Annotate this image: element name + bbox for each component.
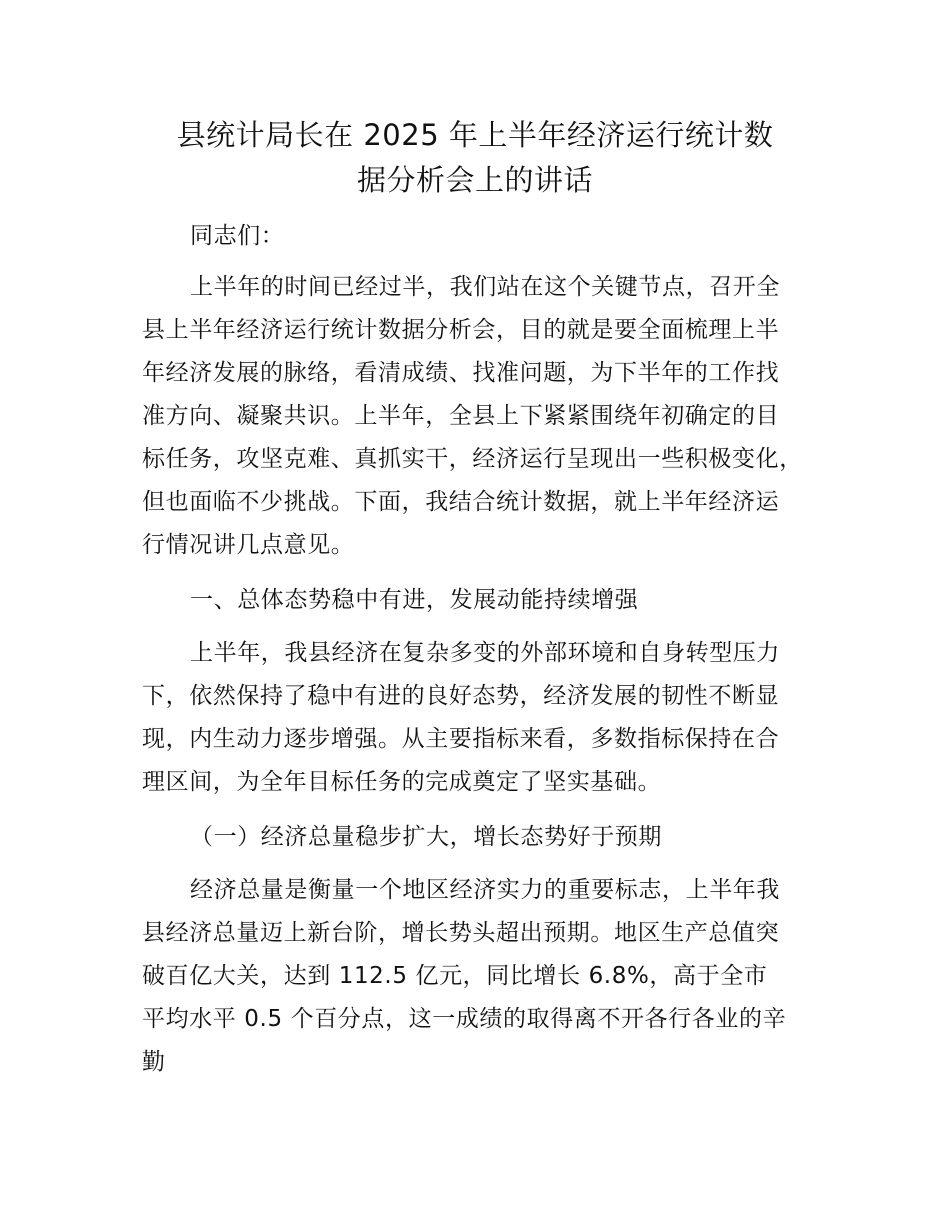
subsection-1-line-4: 平均水平 0.5 个百分点，这一成绩的取得离不开各行各业的辛 bbox=[142, 1006, 787, 1032]
intro-line-6: 但也面临不少挑战。下面，我结合统计数据，就上半年经济运 bbox=[142, 489, 780, 515]
section-1-line-2: 下，依然保持了稳中有进的良好态势，经济发展的韧性不断显 bbox=[142, 683, 780, 709]
subsection-1-line-1: 经济总量是衡量一个地区经济实力的重要标志，上半年我 bbox=[190, 877, 780, 903]
section-1-line-3: 现，内生动力逐步增强。从主要指标来看，多数指标保持在合 bbox=[142, 726, 780, 752]
section-1-line-4: 理区间，为全年目标任务的完成奠定了坚实基础。 bbox=[142, 769, 662, 795]
greeting: 同志们： bbox=[190, 223, 285, 249]
subsection-1-line-3: 破百亿大关，达到 112.5 亿元，同比增长 6.8%，高于全市 bbox=[142, 963, 768, 989]
subsection-1-line-2: 县经济总量迈上新台阶，增长势头超出预期。地区生产总值突 bbox=[142, 920, 780, 946]
section-1-heading: 一、总体态势稳中有进，发展动能持续增强 bbox=[190, 587, 639, 613]
intro-line-1: 上半年的时间已经过半，我们站在这个关键节点，召开全 bbox=[190, 274, 780, 300]
intro-line-5: 标任务，攻坚克难、真抓实干，经济运行呈现出一些积极变化， bbox=[142, 446, 803, 472]
subsection-1-line-5: 勤 bbox=[142, 1049, 166, 1075]
document-title-line-1: 县统计局长在 2025 年上半年经济运行统计数 bbox=[176, 118, 774, 152]
section-1-line-1: 上半年，我县经济在复杂多变的外部环境和自身转型压力 bbox=[190, 640, 780, 666]
intro-line-4: 准方向、凝聚共识。上半年，全县上下紧紧围绕年初确定的目 bbox=[142, 403, 780, 429]
intro-line-2: 县上半年经济运行统计数据分析会，目的就是要全面梳理上半 bbox=[142, 317, 780, 343]
document-title-line-2: 据分析会上的讲话 bbox=[356, 163, 593, 197]
intro-line-7: 行情况讲几点意见。 bbox=[142, 532, 355, 558]
intro-line-3: 年经济发展的脉络，看清成绩、找准问题，为下半年的工作找 bbox=[142, 360, 780, 386]
subsection-1-heading: （一）经济总量稳步扩大，增长态势好于预期 bbox=[190, 824, 662, 850]
